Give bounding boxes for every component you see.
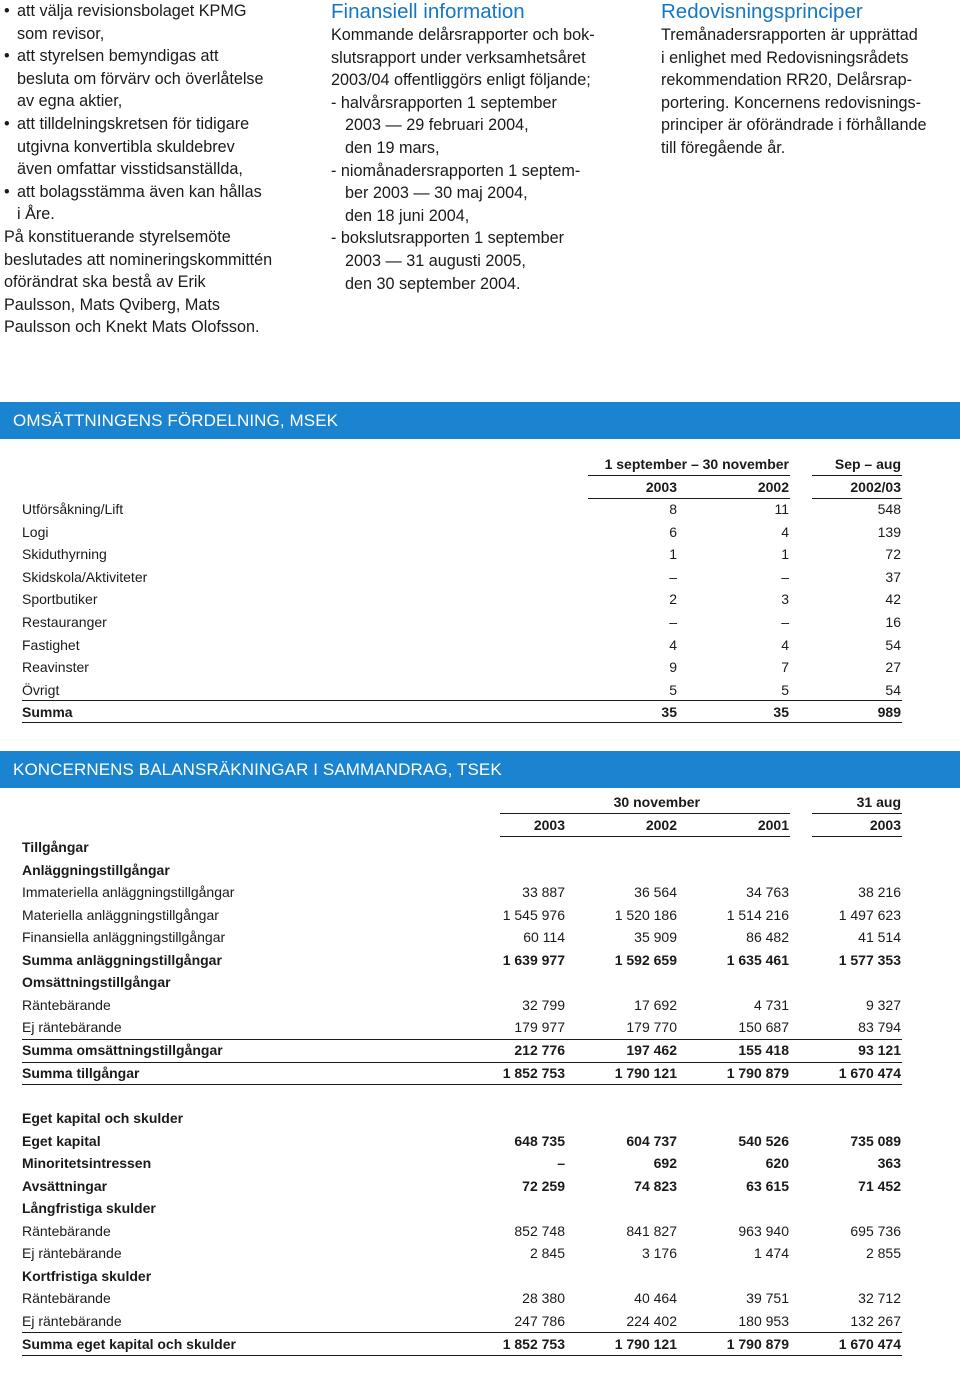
table-cell: 1 592 659 bbox=[614, 951, 677, 968]
table-cell: 540 526 bbox=[738, 1132, 789, 1149]
accounting-principles-text bbox=[661, 24, 957, 160]
bullet-line: att bolagsstämma även kan hållas bbox=[17, 182, 262, 201]
table-cell: 1 474 bbox=[753, 1245, 789, 1262]
table-group-header-label: 31 aug bbox=[856, 794, 901, 810]
table-row bbox=[22, 1152, 902, 1175]
table-cell: 548 bbox=[877, 501, 901, 517]
table-cell: 197 462 bbox=[626, 1041, 677, 1058]
table-row-label: Kortfristiga skulder bbox=[22, 1267, 152, 1284]
table-row bbox=[22, 994, 902, 1017]
table-cell: 86 482 bbox=[746, 929, 789, 946]
table-cell: 8 bbox=[669, 501, 677, 517]
paragraph-line: Paulsson och Knekt Mats Olofsson. bbox=[4, 318, 260, 337]
table-row bbox=[22, 1130, 902, 1153]
table-cell: 2002/03 bbox=[850, 479, 901, 495]
table-row-label: Ej räntebärande bbox=[22, 1019, 122, 1036]
table-cell: 7 bbox=[781, 659, 789, 676]
table-cell: 93 121 bbox=[858, 1041, 901, 1058]
table-row-label: Immateriella anläggningstillgångar bbox=[22, 884, 235, 901]
bullet-line: utgivna konvertibla skuldebrev bbox=[17, 137, 235, 156]
table-cell: 83 794 bbox=[858, 1019, 901, 1036]
table-cell: 2 845 bbox=[529, 1245, 565, 1262]
table-cell: 1 bbox=[781, 546, 789, 563]
bullet-text bbox=[17, 0, 312, 45]
bullet-item bbox=[4, 0, 312, 45]
table-cell: 620 bbox=[765, 1155, 789, 1172]
table-row-label: Eget kapital och skulder bbox=[22, 1110, 184, 1126]
table-cell: 648 735 bbox=[514, 1132, 565, 1149]
table-cell: 9 bbox=[669, 659, 677, 676]
table-cell: 4 bbox=[669, 636, 677, 653]
table-cell: 32 799 bbox=[522, 996, 565, 1013]
table-cell: 5 bbox=[669, 681, 677, 698]
table-row bbox=[22, 521, 902, 544]
report-date-item bbox=[331, 92, 649, 160]
table-row-label: Summa tillgångar bbox=[22, 1064, 140, 1081]
bullet-item bbox=[4, 113, 312, 181]
bullet-text bbox=[17, 181, 312, 226]
table-cell: 37 bbox=[885, 568, 901, 585]
table-cell: 1 639 977 bbox=[502, 951, 565, 968]
financial-info-intro bbox=[331, 24, 649, 92]
table-cell: 1 790 121 bbox=[614, 1335, 677, 1352]
table-cell: 1 545 976 bbox=[502, 906, 565, 923]
table-cell: 63 615 bbox=[746, 1177, 789, 1194]
table-cell: 155 418 bbox=[738, 1041, 789, 1058]
table-row bbox=[22, 1197, 902, 1220]
table-cell: 1 852 753 bbox=[502, 1064, 565, 1081]
report-date-line: - bokslutsrapporten 1 september bbox=[331, 229, 565, 248]
table-rule bbox=[812, 813, 902, 814]
table-cell: 179 770 bbox=[626, 1019, 677, 1036]
table-cell: 212 776 bbox=[514, 1041, 565, 1058]
paragraph-line: På konstituerande styrelsemöte bbox=[4, 227, 231, 246]
table-row-label: Reavinster bbox=[22, 659, 89, 676]
table-row-label: Avsättningar bbox=[22, 1177, 108, 1194]
principles-line: Tremånadersrapporten är upprättad bbox=[661, 26, 918, 44]
table-rule bbox=[812, 475, 902, 476]
table-cell: 852 748 bbox=[514, 1222, 565, 1239]
paragraph-line: beslutades att nomineringskommittén bbox=[4, 250, 273, 269]
table-cell: 735 089 bbox=[850, 1132, 901, 1149]
table-row bbox=[22, 1310, 902, 1333]
table-cell: 72 bbox=[885, 546, 901, 563]
paragraph-line: oförändrat ska bestå av Erik bbox=[4, 273, 206, 292]
table-cell: 28 380 bbox=[522, 1290, 565, 1307]
table-row-label: Ej räntebärande bbox=[22, 1245, 122, 1262]
table-cell: 604 737 bbox=[626, 1132, 677, 1149]
principles-line: principer är oförändrade i förhållande bbox=[661, 116, 927, 135]
table-row bbox=[22, 836, 902, 859]
principles-line: rekommendation RR20, Delårsrap- bbox=[661, 71, 913, 90]
table-row-label: Finansiella anläggningstillgångar bbox=[22, 929, 226, 946]
table-row-label: Sportbutiker bbox=[22, 591, 98, 608]
table-row-label: Räntebärande bbox=[22, 1222, 111, 1239]
table-row bbox=[22, 949, 902, 972]
table-row-label: Räntebärande bbox=[22, 1290, 111, 1307]
table-cell: 1 520 186 bbox=[614, 906, 677, 923]
table-row bbox=[22, 1220, 902, 1243]
report-date-line: den 19 mars, bbox=[345, 138, 440, 157]
table-row-label: Fastighet bbox=[22, 636, 80, 653]
table-rule bbox=[22, 1355, 902, 1356]
table-cell: 6 bbox=[669, 523, 677, 540]
report-date-item bbox=[331, 227, 649, 295]
table-cell: 36 564 bbox=[634, 884, 677, 901]
table-cell: 54 bbox=[885, 681, 901, 698]
bullet-line: besluta om förvärv och överlåtelse bbox=[17, 69, 264, 88]
table-row bbox=[22, 679, 902, 702]
table-rule bbox=[22, 1084, 902, 1085]
table-cell: 224 402 bbox=[626, 1312, 677, 1329]
table-cell: 139 bbox=[877, 523, 901, 540]
table-row-label: Restauranger bbox=[22, 614, 107, 630]
table-row-label: Summa eget kapital och skulder bbox=[22, 1335, 236, 1352]
table-row-label: Skidskola/Aktiviteter bbox=[22, 568, 148, 585]
table-cell: 989 bbox=[877, 704, 901, 721]
principles-line: till föregående år. bbox=[661, 138, 786, 157]
table-row-label: Eget kapital bbox=[22, 1132, 101, 1149]
table-cell: 41 514 bbox=[858, 929, 901, 946]
bullet-list bbox=[4, 0, 312, 226]
bullet-line: även omfattar visstidsanställda, bbox=[17, 160, 243, 179]
principles-line: portering. Koncernens redovisnings- bbox=[661, 93, 922, 112]
table-row bbox=[22, 859, 902, 882]
table-row-label: Summa omsättningstillgångar bbox=[22, 1041, 223, 1058]
report-date-line: - halvårsrapporten 1 september bbox=[331, 93, 557, 112]
board-paragraph bbox=[4, 226, 312, 339]
table-row-label: Anläggningstillgångar bbox=[22, 861, 170, 878]
bullet-dot: • bbox=[4, 182, 10, 201]
bullet-dot: • bbox=[4, 2, 10, 20]
table-row bbox=[22, 1107, 902, 1130]
revenue-table-title: OMSÄTTNINGENS FÖRDELNING, MSEK bbox=[0, 402, 960, 439]
table-cell: 71 452 bbox=[858, 1177, 901, 1194]
table-cell: 3 bbox=[781, 591, 789, 608]
table-cell: 150 687 bbox=[738, 1019, 789, 1036]
table-cell: 39 751 bbox=[746, 1290, 789, 1307]
table-cell: 42 bbox=[885, 591, 901, 608]
table-cell: 33 887 bbox=[522, 884, 565, 901]
report-date-line: den 18 juni 2004, bbox=[345, 206, 470, 225]
table-cell: 363 bbox=[877, 1155, 901, 1172]
paragraph-line: Paulsson, Mats Qviberg, Mats bbox=[4, 295, 220, 314]
report-dates-list bbox=[331, 92, 649, 295]
table-row-label: Långfristiga skulder bbox=[22, 1200, 156, 1217]
table-row bbox=[22, 1062, 902, 1085]
accounting-principles-heading: Redovisningsprinciper bbox=[661, 0, 863, 23]
table-row-label: Minoritetsintressen bbox=[22, 1155, 152, 1172]
table-cell: 2003 bbox=[869, 817, 901, 833]
table-row-label: Utförsåkning/Lift bbox=[22, 501, 124, 517]
table-row bbox=[22, 881, 902, 904]
table-cell: 2 bbox=[669, 591, 677, 608]
table-cell: 4 bbox=[781, 523, 789, 540]
table-cell: 74 823 bbox=[634, 1177, 677, 1194]
column-1 bbox=[4, 0, 312, 339]
table-cell: 247 786 bbox=[514, 1312, 565, 1329]
table-cell: 35 bbox=[773, 704, 789, 721]
table-cell: 179 977 bbox=[514, 1019, 565, 1036]
table-row bbox=[22, 566, 902, 589]
table-cell: 841 827 bbox=[626, 1222, 677, 1239]
table-cell: 695 736 bbox=[850, 1222, 901, 1239]
table-cell: 2002 bbox=[757, 479, 789, 495]
bullet-text bbox=[17, 45, 312, 113]
bullet-dot: • bbox=[4, 114, 10, 133]
column-3 bbox=[661, 0, 957, 160]
table-row bbox=[22, 926, 902, 949]
table-cell: 1 497 623 bbox=[838, 906, 901, 923]
table-row-label: Övrigt bbox=[22, 681, 60, 698]
table-row-label: Tillgångar bbox=[22, 839, 89, 855]
table-cell: 54 bbox=[885, 636, 901, 653]
table-cell: 72 259 bbox=[522, 1177, 565, 1194]
table-cell: 34 763 bbox=[746, 884, 789, 901]
table-row bbox=[22, 611, 902, 634]
table-cell: 2002 bbox=[645, 817, 677, 833]
table-row-label: Skiduthyrning bbox=[22, 546, 107, 563]
table-cell: 2 855 bbox=[865, 1245, 901, 1262]
report-date-line: den 30 september 2004. bbox=[345, 274, 521, 293]
table-row-label: Materiella anläggningstillgångar bbox=[22, 906, 219, 923]
table-cell: 2001 bbox=[757, 817, 789, 833]
table-rule bbox=[588, 475, 790, 476]
table-cell: 27 bbox=[885, 659, 901, 676]
table-rule bbox=[500, 813, 790, 814]
table-cell: 32 712 bbox=[858, 1290, 901, 1307]
table-cell: 3 176 bbox=[641, 1245, 677, 1262]
bullet-item bbox=[4, 45, 312, 113]
table-row bbox=[22, 656, 902, 679]
table-cell: 692 bbox=[653, 1155, 677, 1172]
intro-line: Kommande delårsrapporter och bok- bbox=[331, 26, 595, 44]
table-row bbox=[22, 1287, 902, 1310]
table-row bbox=[22, 543, 902, 566]
table-cell: – bbox=[781, 614, 789, 630]
table-row bbox=[22, 1333, 902, 1356]
bullet-item bbox=[4, 181, 312, 226]
bullet-text bbox=[17, 113, 312, 181]
table-cell: – bbox=[669, 614, 677, 630]
financial-info-heading: Finansiell information bbox=[331, 0, 525, 23]
table-cell: 1 790 879 bbox=[726, 1064, 789, 1081]
table-row bbox=[22, 1175, 902, 1198]
table-row-label: Summa bbox=[22, 704, 73, 721]
table-row bbox=[22, 588, 902, 611]
report-date-line: 2003 — 29 februari 2004, bbox=[345, 116, 529, 135]
table-cell: 180 953 bbox=[738, 1312, 789, 1329]
table-cell: 132 267 bbox=[850, 1312, 901, 1329]
table-cell: 2003 bbox=[533, 817, 565, 833]
table-row bbox=[22, 1016, 902, 1039]
table-row bbox=[22, 971, 902, 994]
table-row-label: Summa anläggningstillgångar bbox=[22, 951, 222, 968]
intro-line: 2003/04 offentliggörs enligt följande; bbox=[331, 71, 591, 90]
table-cell: 11 bbox=[774, 501, 789, 517]
table-cell: 1 790 121 bbox=[614, 1064, 677, 1081]
table-cell: 40 464 bbox=[634, 1290, 677, 1307]
table-row bbox=[22, 1242, 902, 1265]
table-group-header-label: 30 november bbox=[613, 794, 700, 810]
bullet-line: i Åre. bbox=[17, 205, 55, 224]
table-cell: 4 bbox=[781, 636, 789, 653]
table-cell: 1 790 879 bbox=[726, 1335, 789, 1352]
table-cell: 38 216 bbox=[858, 884, 901, 901]
table-cell: 9 327 bbox=[865, 996, 901, 1013]
report-date-line: 2003 — 31 augusti 2005, bbox=[345, 251, 526, 270]
table-cell: 60 114 bbox=[523, 929, 565, 946]
table-cell: 1 670 474 bbox=[838, 1064, 901, 1081]
table-row bbox=[22, 701, 902, 724]
intro-line: slutsrapport under verksamhetsåret bbox=[331, 48, 586, 67]
report-date-line: ber 2003 — 30 maj 2004, bbox=[345, 184, 528, 203]
bullet-line: som revisor, bbox=[17, 24, 105, 43]
table-cell: 1 bbox=[669, 546, 677, 563]
table-cell: 5 bbox=[781, 681, 789, 698]
table-group-header-label: 1 september – 30 november bbox=[604, 456, 789, 472]
column-2 bbox=[331, 0, 649, 295]
table-row bbox=[22, 634, 902, 657]
bullet-dot: • bbox=[4, 47, 10, 66]
table-group-header-label: Sep – aug bbox=[834, 456, 901, 472]
table-cell: 1 670 474 bbox=[838, 1335, 901, 1352]
table-cell: 1 577 353 bbox=[838, 951, 901, 968]
bullet-line: att välja revisionsbolaget KPMG bbox=[17, 2, 247, 20]
table-row-label: Logi bbox=[22, 523, 49, 540]
table-row bbox=[22, 904, 902, 927]
table-cell: 1 514 216 bbox=[726, 906, 789, 923]
table-cell: – bbox=[669, 568, 677, 585]
bullet-line: att tilldelningskretsen för tidigare bbox=[17, 114, 250, 133]
table-cell: – bbox=[781, 568, 789, 585]
principles-line: i enlighet med Redovisningsrådets bbox=[661, 48, 909, 67]
report-date-line: - niomånadersrapporten 1 septem- bbox=[331, 161, 581, 180]
table-cell: 16 bbox=[885, 614, 901, 630]
bullet-line: av egna aktier, bbox=[17, 92, 123, 111]
table-cell: 2003 bbox=[645, 479, 677, 495]
bullet-line: att styrelsen bemyndigas att bbox=[17, 47, 219, 66]
table-cell: 1 852 753 bbox=[502, 1335, 565, 1352]
report-date-item bbox=[331, 160, 649, 228]
table-cell: – bbox=[557, 1155, 565, 1172]
table-row bbox=[22, 1265, 902, 1288]
table-cell: 4 731 bbox=[753, 996, 789, 1013]
table-cell: 35 909 bbox=[634, 929, 677, 946]
table-row-label: Omsättningstillgångar bbox=[22, 974, 171, 991]
table-row-label: Räntebärande bbox=[22, 996, 111, 1013]
table-cell: 1 635 461 bbox=[726, 951, 789, 968]
table-cell: 35 bbox=[661, 704, 677, 721]
table-cell: 963 940 bbox=[738, 1222, 789, 1239]
table-row-label: Ej räntebärande bbox=[22, 1312, 122, 1329]
table-row bbox=[22, 498, 902, 521]
table-row bbox=[22, 1039, 902, 1062]
table-cell: 17 692 bbox=[634, 996, 677, 1013]
balance-sheet-title: KONCERNENS BALANSRÄKNINGAR I SAMMANDRAG, TSEK bbox=[0, 751, 960, 788]
